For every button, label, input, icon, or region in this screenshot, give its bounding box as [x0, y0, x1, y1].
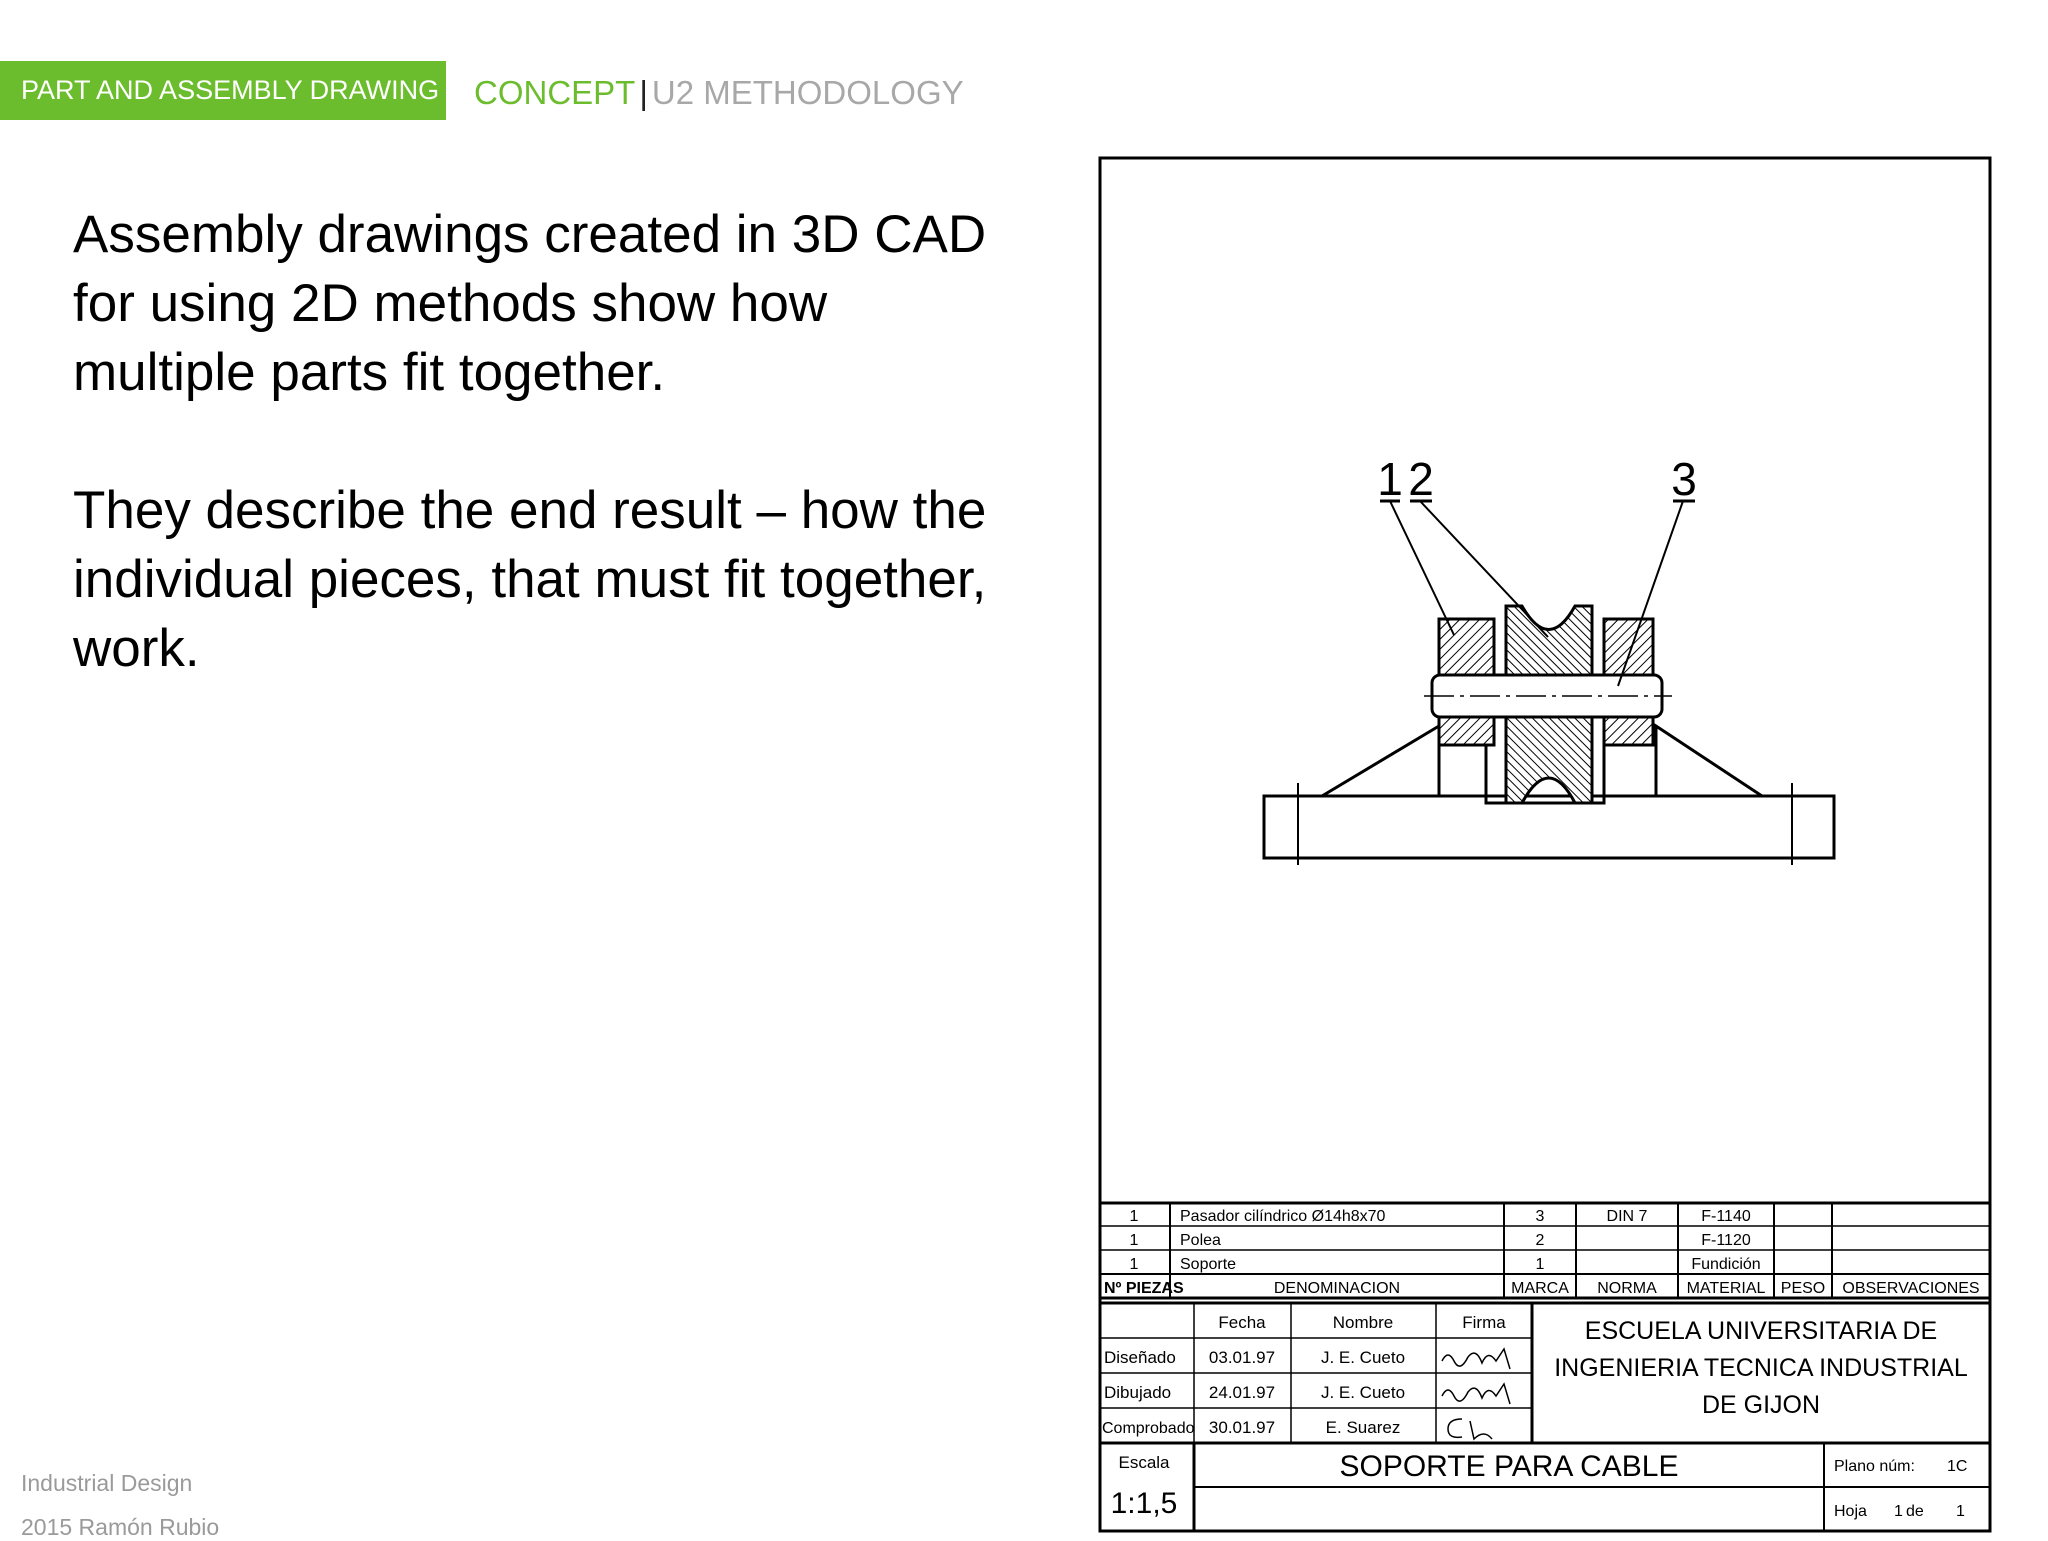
name-designed: J. E. Cueto [1320, 1348, 1406, 1367]
balloon-1: 1 [1377, 453, 1403, 505]
signature-designed [1442, 1349, 1510, 1369]
parts-row-3-mark: 1 [1535, 1256, 1545, 1273]
balloon-3: 3 [1671, 453, 1697, 505]
breadcrumb-concept: CONCEPT [474, 74, 636, 111]
scale-value: 1:1,5 [1110, 1487, 1178, 1520]
parts-row-1-mark: 3 [1535, 1208, 1545, 1225]
sheet-value: 1 [1894, 1503, 1903, 1520]
parts-row-2-mark: 2 [1535, 1232, 1545, 1249]
role-designed: Diseñado [1104, 1348, 1176, 1367]
signature-checked [1448, 1419, 1492, 1439]
assembly-drawing [1094, 153, 1994, 1536]
parts-row-3-name: Soporte [1180, 1256, 1237, 1273]
paragraph-assembly-drawings: Assembly drawings created in 3D CAD for using 2D methods show how multiple parts fit together. [73, 205, 987, 402]
parts-row-1-material: F-1140 [1701, 1208, 1751, 1225]
school-line-2: INGENIERIA TECNICA INDUSTRIAL [1554, 1354, 1968, 1382]
plan-label: Plano núm: [1834, 1458, 1915, 1475]
breadcrumb-methodology: U2 METHODOLOGY [651, 74, 964, 111]
balloon-2: 2 [1408, 453, 1434, 505]
signature-drawn [1442, 1384, 1510, 1404]
parts-row-2-material: F-1120 [1701, 1232, 1751, 1249]
breadcrumb [474, 73, 964, 113]
parts-row-3-material: Fundición [1691, 1256, 1761, 1273]
date-drawn: 24.01.97 [1208, 1383, 1276, 1402]
role-drawn: Dibujado [1104, 1383, 1172, 1402]
leader-2 [1420, 501, 1548, 637]
title-col-fecha: Fecha [1218, 1313, 1266, 1332]
date-checked: 30.01.97 [1208, 1418, 1276, 1437]
support-left [1322, 726, 1439, 796]
parts-header-mark: MARCA [1511, 1280, 1569, 1297]
drawing-title: SOPORTE PARA CABLE [1339, 1450, 1679, 1483]
school-line-3: DE GIJON [1701, 1391, 1821, 1419]
scale-label: Escala [1118, 1453, 1170, 1472]
sheet-label: Hoja [1834, 1503, 1867, 1520]
section-tab: PART AND ASSEMBLY DRAWING [0, 61, 446, 120]
parts-row-1-qty: 1 [1129, 1208, 1139, 1225]
role-checked: Comprobado [1102, 1420, 1195, 1437]
parts-row-2-qty: 1 [1129, 1232, 1139, 1249]
name-drawn: J. E. Cueto [1320, 1383, 1406, 1402]
support-right [1656, 726, 1762, 796]
plan-value: 1C [1947, 1458, 1968, 1475]
school-line-1: ESCUELA UNIVERSITARIA DE [1584, 1317, 1938, 1345]
title-col-firma: Firma [1462, 1313, 1506, 1332]
parts-header-weight: PESO [1780, 1280, 1826, 1297]
breadcrumb-separator: | [639, 74, 648, 111]
parts-header-material: MATERIAL [1686, 1280, 1766, 1297]
sheet-of: de [1906, 1503, 1924, 1520]
assembly-view [1264, 501, 1834, 865]
name-checked: E. Suarez [1325, 1418, 1401, 1437]
parts-header-norm: NORMA [1597, 1280, 1657, 1297]
leader-1 [1390, 501, 1454, 635]
date-designed: 03.01.97 [1208, 1348, 1276, 1367]
parts-header-observations: OBSERVACIONES [1842, 1280, 1980, 1297]
parts-row-3-qty: 1 [1129, 1256, 1139, 1273]
footer-author: 2015 Ramón Rubio [21, 1514, 220, 1540]
slide-body [73, 200, 1003, 752]
parts-header-qty: Nº PIEZAS [1104, 1280, 1184, 1297]
parts-header-name: DENOMINACION [1273, 1280, 1401, 1297]
paragraph-end-result: They describe the end result – how the individual pieces, that must fit together, work. [73, 481, 987, 678]
title-col-nombre: Nombre [1332, 1313, 1394, 1332]
parts-row-1-name: Pasador cilíndrico Ø14h8x70 [1180, 1208, 1386, 1225]
parts-row-1-norm: DIN 7 [1606, 1208, 1648, 1225]
sheet-total: 1 [1956, 1503, 1965, 1520]
parts-row-2-name: Polea [1180, 1232, 1221, 1249]
footer-course: Industrial Design [21, 1470, 193, 1496]
base-plate [1264, 796, 1834, 858]
